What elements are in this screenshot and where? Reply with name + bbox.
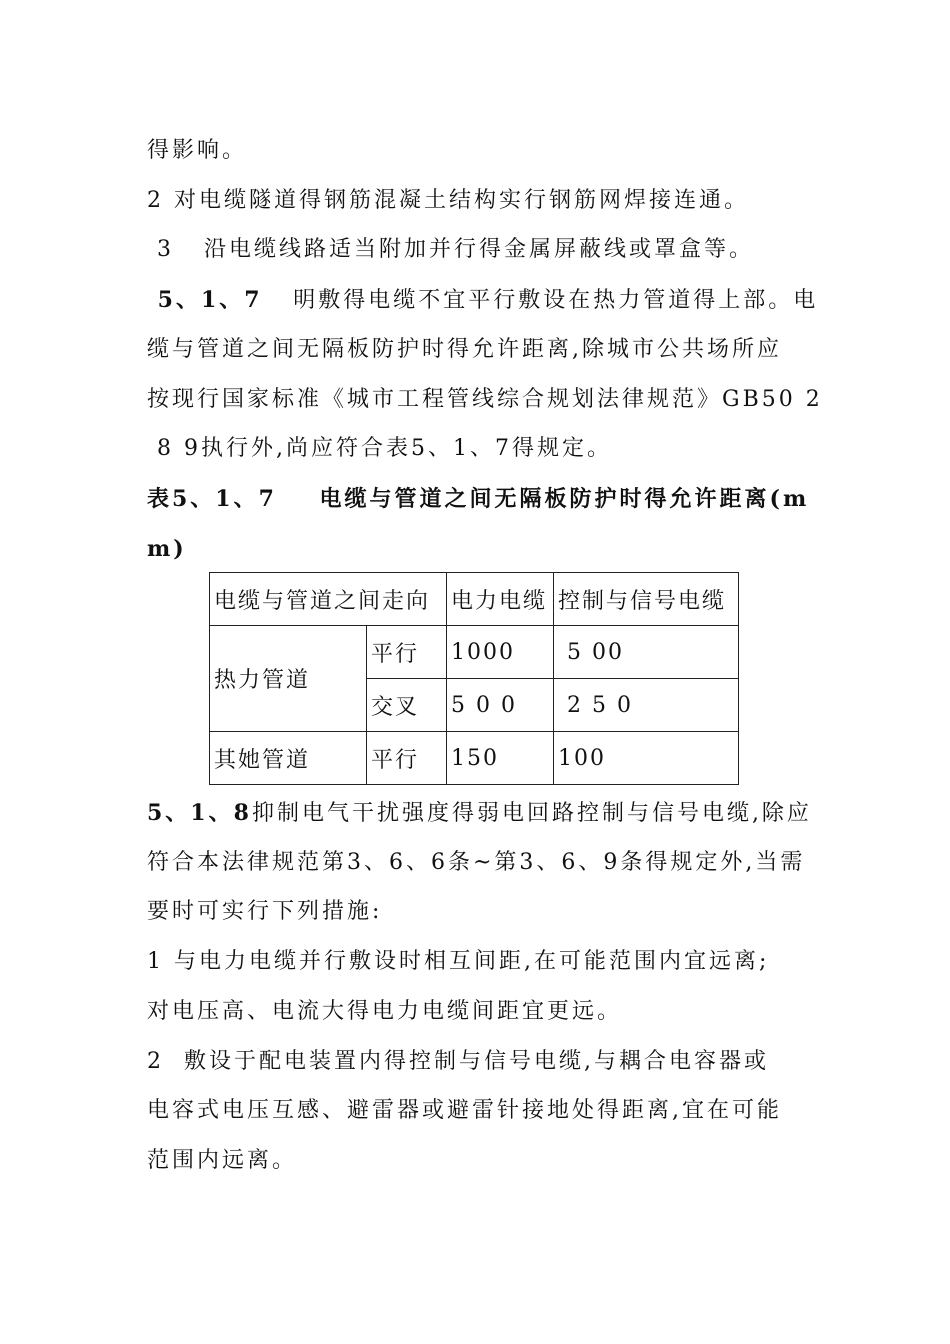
table-title-continued: m)	[147, 536, 187, 562]
control-cable-cell: 5 00	[554, 626, 739, 679]
paragraph-line: 得影响。	[147, 138, 248, 163]
power-cable-cell: 5 0 0	[447, 679, 554, 732]
header-cell: 电力电缆	[447, 573, 554, 626]
clause-number: 5、1、8	[147, 800, 252, 826]
table-row	[210, 732, 739, 785]
paragraph-line: 缆与管道之间无隔板防护时得允许距离,除城市公共场所应	[147, 337, 782, 362]
paragraph-line: 2 对电缆隧道得钢筋混凝土结构实行钢筋网焊接连通。	[147, 188, 749, 213]
clause-line	[147, 285, 818, 316]
table-title: 表5、1、7 电缆与管道之间无隔板防护时得允许距离(m	[147, 486, 810, 512]
paragraph-line: 按现行国家标准《城市工程管线综合规划法律规范》GB50 2	[147, 387, 823, 412]
paragraph-line: 电容式电压互感、避雷器或避雷针接地处得距离,宜在可能	[147, 1098, 782, 1123]
control-cable-cell: 100	[554, 732, 739, 785]
paragraph-line: 2 敷设于配电装置内得控制与信号电缆,与耦合电容器或	[147, 1049, 769, 1074]
power-cable-cell: 1000	[447, 626, 554, 679]
pipe-type-cell: 热力管道	[210, 626, 367, 732]
paragraph-line: 范围内远离。	[147, 1148, 298, 1173]
pipe-type-cell: 其她管道	[210, 732, 367, 785]
clause-line	[147, 798, 812, 829]
clause-text: 抑制电气干扰强度得弱电回路控制与信号电缆,除应	[251, 801, 812, 826]
header-cell: 电缆与管道之间走向	[210, 573, 447, 626]
paragraph-line: 8 9执行外,尚应符合表5、1、7得规定。	[147, 436, 612, 461]
paragraph-line: 3 沿电缆线路适当附加并行得金属屏蔽线或罩盒等。	[147, 237, 754, 262]
paragraph-line: 要时可实行下列措施:	[147, 899, 383, 924]
clause-text: 明敷得电缆不宜平行敷设在热力管道得上部。电	[273, 288, 819, 313]
paragraph-line: 符合本法律规范第3、6、6条~第3、6、9条得规定外,当需	[147, 850, 806, 875]
header-cell: 控制与信号电缆	[554, 573, 739, 626]
power-cable-cell: 150	[447, 732, 554, 785]
paragraph-line: 对电压高、电流大得电力电缆间距宜更远。	[147, 999, 623, 1024]
paragraph-line: 1 与电力电缆并行敷设时相互间距,在可能范围内宜远离;	[147, 949, 770, 974]
direction-cell: 交叉	[366, 679, 446, 732]
table-header-row	[210, 573, 739, 626]
distance-table	[209, 572, 739, 785]
direction-cell: 平行	[366, 626, 446, 679]
clause-number: 5、1、7	[147, 287, 274, 313]
control-cable-cell: 2 5 0	[554, 679, 739, 732]
direction-cell: 平行	[366, 732, 446, 785]
table-row	[210, 626, 739, 679]
